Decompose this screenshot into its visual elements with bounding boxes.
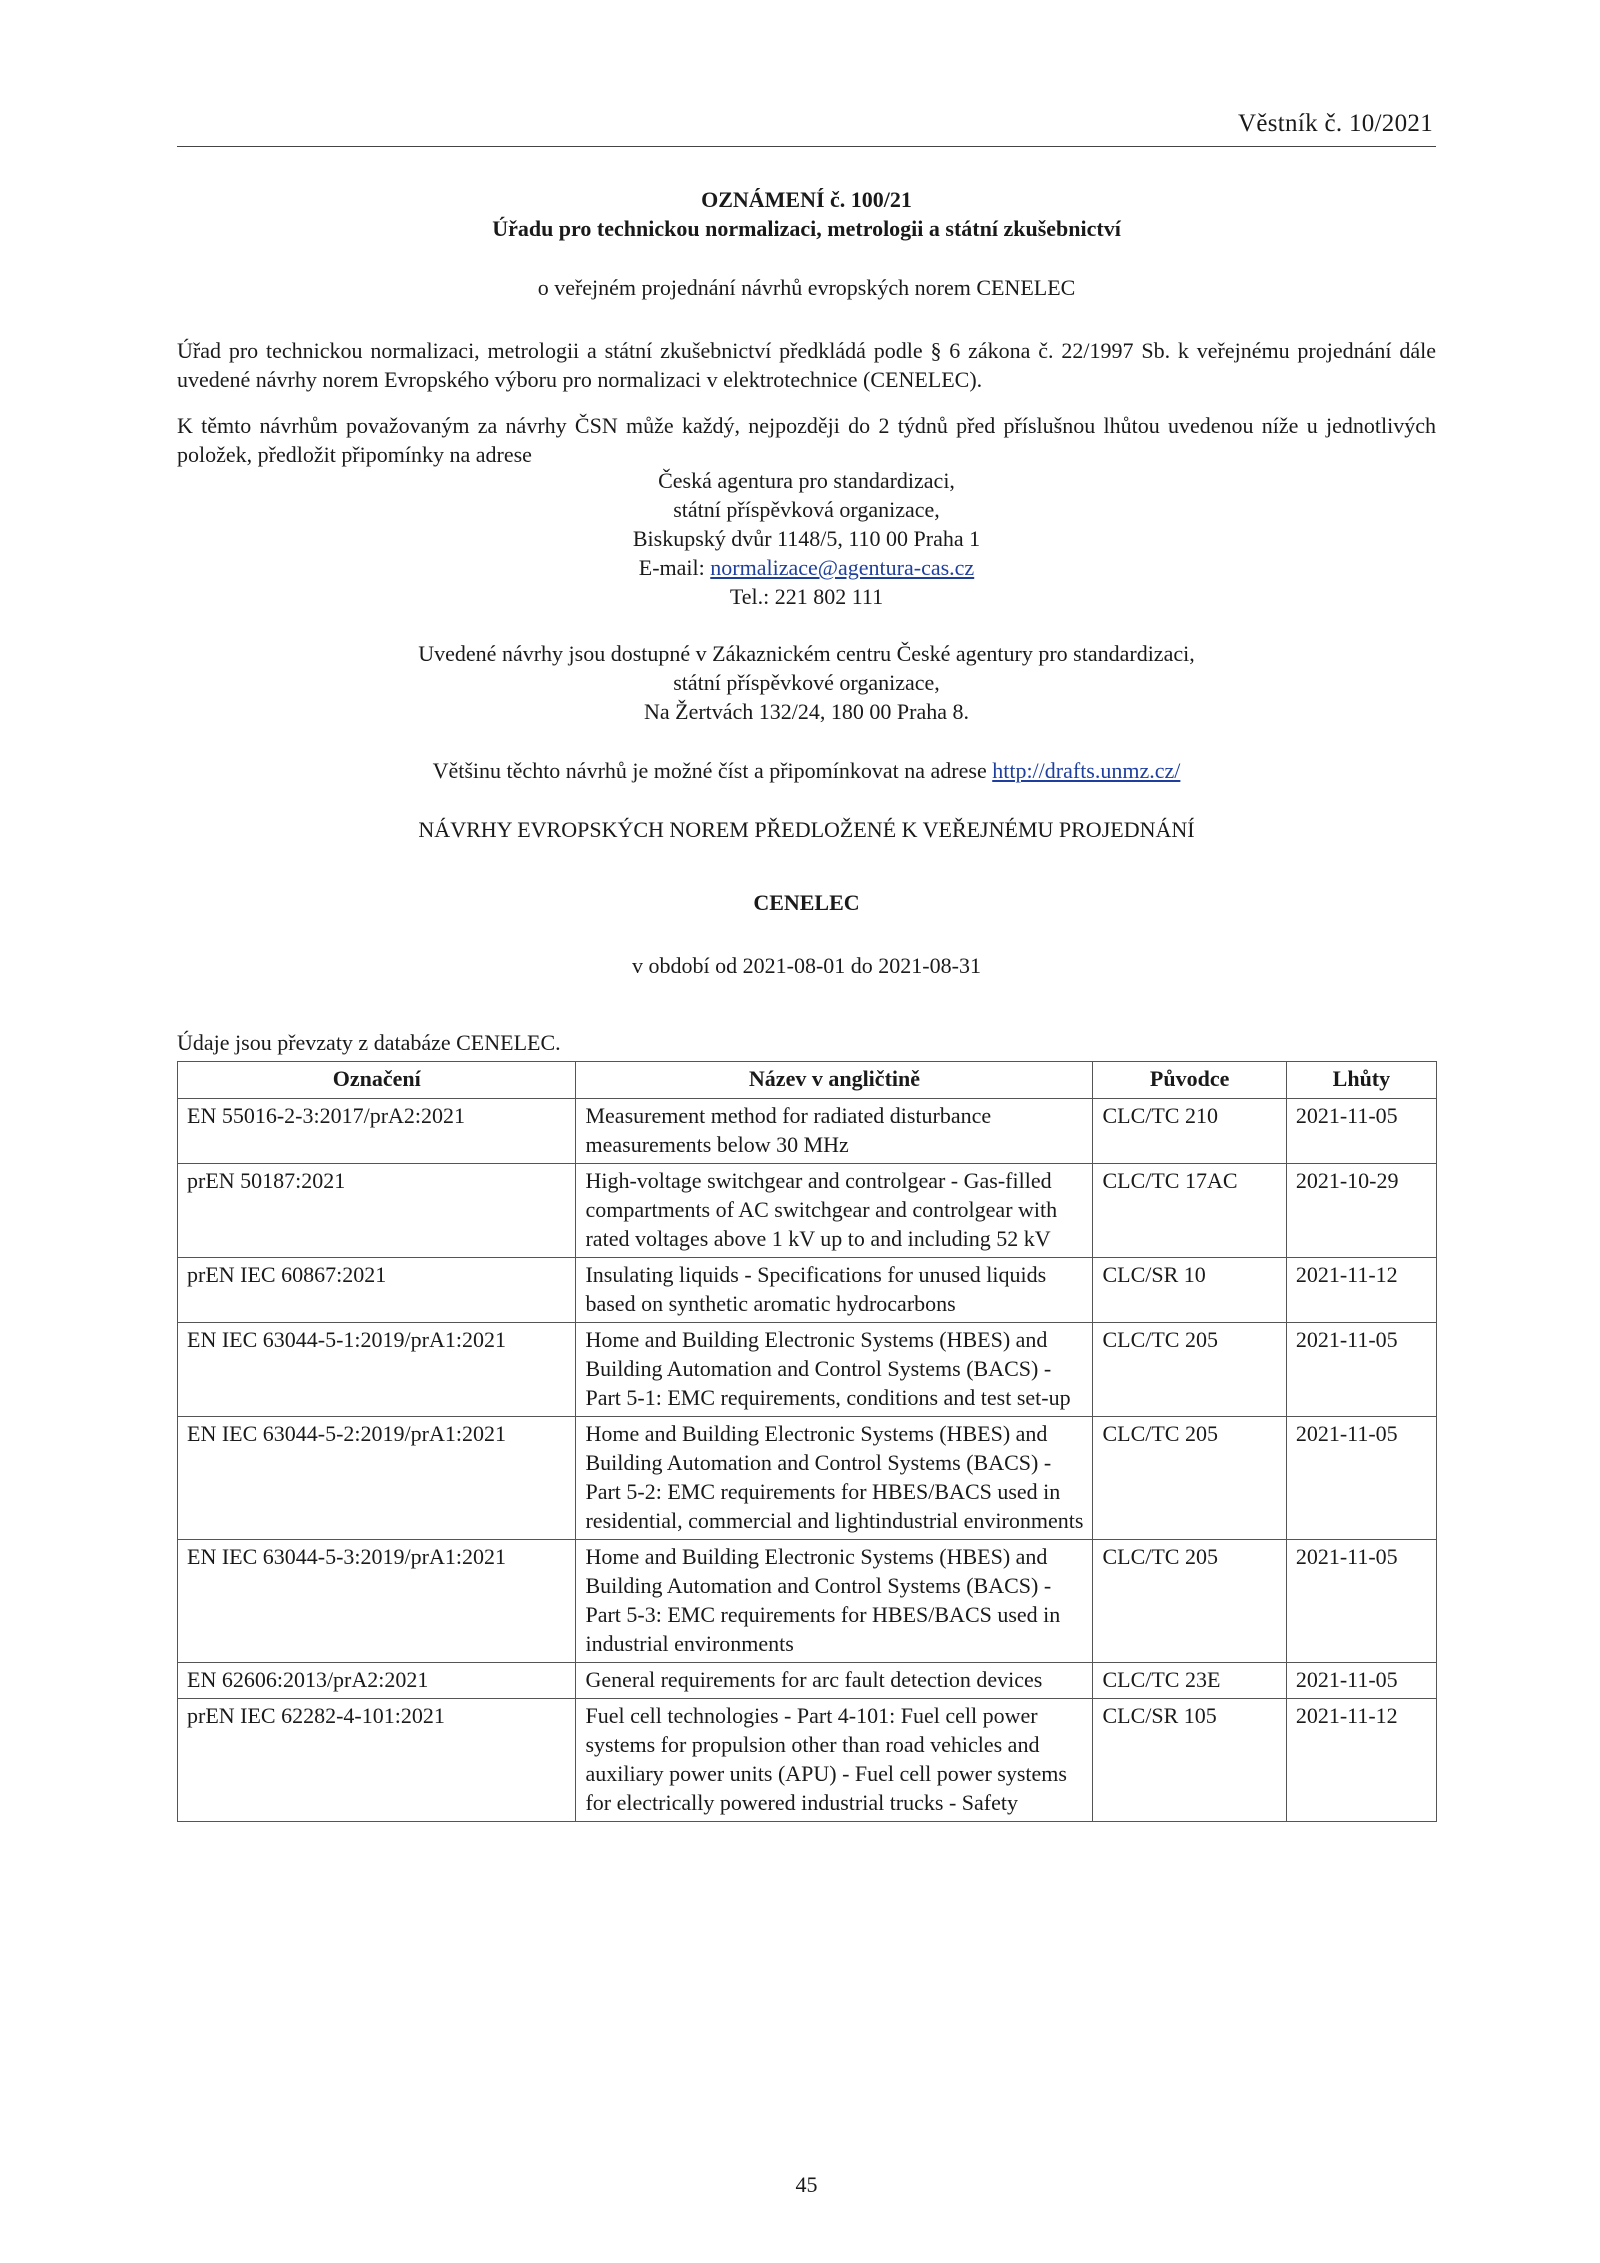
table-row (178, 1699, 1437, 1822)
address-line-1: Česká agentura pro standardizaci, (658, 468, 955, 493)
address-line-3: Biskupský dvůr 1148/5, 110 00 Praha 1 (632, 526, 981, 551)
cell-designation: prEN IEC 60867:2021 (178, 1258, 576, 1323)
email-line: E-mail: normalizace@agentura-cas.cz (638, 555, 975, 580)
online-drafts-line: Většinu těchto návrhů je možné číst a připomínkovat na adrese http://drafts.unmz.cz/ (432, 758, 1181, 783)
cell-english-title: Home and Building Electronic Systems (HBES) and Building Automation and Control Systems (BACS) - Part 5-1: EMC requirements, conditions and test set-up (576, 1323, 1093, 1417)
comments-paragraph: K těmto návrhům považovaným za návrhy ČSN může každý, nejpozději do 2 týdnů před příslušnou lhůtou uvedenou níže u jednotlivých položek, předložit připomínky na adrese (177, 413, 1436, 467)
table-row (178, 1164, 1437, 1258)
cell-designation: EN IEC 63044-5-2:2019/prA1:2021 (178, 1417, 576, 1540)
cell-english-title: High-voltage switchgear and controlgear - Gas-filled compartments of AC switchgear and controlgear with rated voltages above 1 kV up to and including 52 kV (576, 1164, 1093, 1258)
notice-number: OZNÁMENÍ č. 100/21 (701, 187, 912, 212)
notice-subject: o veřejném projednání návrhů evropských norem CENELEC (537, 275, 1076, 300)
period-line: v období od 2021-08-01 do 2021-08-31 (632, 953, 981, 978)
cell-deadline: 2021-11-05 (1286, 1663, 1436, 1699)
cell-designation: EN 62606:2013/prA2:2021 (178, 1663, 576, 1699)
table-row (178, 1417, 1437, 1540)
cell-originator: CLC/SR 105 (1093, 1699, 1286, 1822)
cell-deadline: 2021-11-12 (1286, 1699, 1436, 1822)
cell-originator: CLC/TC 23E (1093, 1663, 1286, 1699)
cell-originator: CLC/TC 205 (1093, 1417, 1286, 1540)
cell-designation: prEN IEC 62282-4-101:2021 (178, 1699, 576, 1822)
cell-deadline: 2021-10-29 (1286, 1164, 1436, 1258)
phone-line: Tel.: 221 802 111 (729, 584, 884, 609)
address-line-2: státní příspěvková organizace, (673, 497, 940, 522)
table-row (178, 1540, 1437, 1663)
cell-designation: prEN 50187:2021 (178, 1164, 576, 1258)
cell-english-title: Insulating liquids - Specifications for unused liquids based on synthetic aromatic hydrocarbons (576, 1258, 1093, 1323)
table-header-row (178, 1062, 1437, 1099)
cell-originator: CLC/SR 10 (1093, 1258, 1286, 1323)
availability-line-2: státní příspěvkové organizace, (673, 670, 940, 695)
norms-table (177, 1061, 1437, 1822)
cell-english-title: General requirements for arc fault detection devices (576, 1663, 1093, 1699)
cell-originator: CLC/TC 210 (1093, 1099, 1286, 1164)
header-rule (177, 146, 1436, 147)
page-number: 45 (795, 2172, 818, 2197)
cell-originator: CLC/TC 205 (1093, 1323, 1286, 1417)
cell-english-title: Home and Building Electronic Systems (HBES) and Building Automation and Control Systems (BACS) - Part 5-3: EMC requirements for HBES/BACS used in industrial environments (576, 1540, 1093, 1663)
table-row (178, 1099, 1437, 1164)
column-header-designation: Označení (178, 1062, 576, 1099)
cell-deadline: 2021-11-05 (1286, 1417, 1436, 1540)
drafts-link[interactable]: http://drafts.unmz.cz/ (992, 758, 1181, 783)
cell-deadline: 2021-11-05 (1286, 1099, 1436, 1164)
cell-english-title: Home and Building Electronic Systems (HBES) and Building Automation and Control Systems (BACS) - Part 5-2: EMC requirements for HBES/BACS used in residential, commercial and lightindustrial environments (576, 1417, 1093, 1540)
organization-heading: CENELEC (753, 890, 860, 915)
email-link[interactable]: normalizace@agentura-cas.cz (710, 555, 975, 580)
notice-issuer: Úřadu pro technickou normalizaci, metrologii a státní zkušebnictví (492, 216, 1121, 241)
table-row (178, 1258, 1437, 1323)
cell-deadline: 2021-11-05 (1286, 1540, 1436, 1663)
cell-english-title: Measurement method for radiated disturbance measurements below 30 MHz (576, 1099, 1093, 1164)
cell-english-title: Fuel cell technologies - Part 4-101: Fuel cell power systems for propulsion other than road vehicles and auxiliary power units (APU) - Fuel cell power systems for electrically powered industrial trucks - Safety (576, 1699, 1093, 1822)
cell-designation: EN 55016-2-3:2017/prA2:2021 (178, 1099, 576, 1164)
running-header: Věstník č. 10/2021 (1238, 110, 1433, 137)
availability-line-1: Uvedené návrhy jsou dostupné v Zákaznickém centru České agentury pro standardizaci, (418, 641, 1195, 666)
section-heading: NÁVRHY EVROPSKÝCH NOREM PŘEDLOŽENÉ K VEŘEJNÉMU PROJEDNÁNÍ (418, 817, 1195, 842)
cell-originator: CLC/TC 17AC (1093, 1164, 1286, 1258)
cell-deadline: 2021-11-12 (1286, 1258, 1436, 1323)
source-note: Údaje jsou převzaty z databáze CENELEC. (177, 1030, 561, 1055)
cell-designation: EN IEC 63044-5-3:2019/prA1:2021 (178, 1540, 576, 1663)
cell-deadline: 2021-11-05 (1286, 1323, 1436, 1417)
cell-designation: EN IEC 63044-5-1:2019/prA1:2021 (178, 1323, 576, 1417)
intro-paragraph: Úřad pro technickou normalizaci, metrologii a státní zkušebnictví předkládá podle § 6 zákona č. 22/1997 Sb. k veřejnému projednání dále uvedené návrhy norem Evropského výboru pro normalizaci v elektrotechnice (CENELEC). (177, 338, 1436, 392)
table-row (178, 1323, 1437, 1417)
column-header-originator: Původce (1093, 1062, 1286, 1099)
availability-line-3: Na Žertvách 132/24, 180 00 Praha 8. (643, 699, 970, 724)
table-row (178, 1663, 1437, 1699)
column-header-deadline: Lhůty (1286, 1062, 1436, 1099)
column-header-english-title: Název v angličtině (576, 1062, 1093, 1099)
cell-originator: CLC/TC 205 (1093, 1540, 1286, 1663)
